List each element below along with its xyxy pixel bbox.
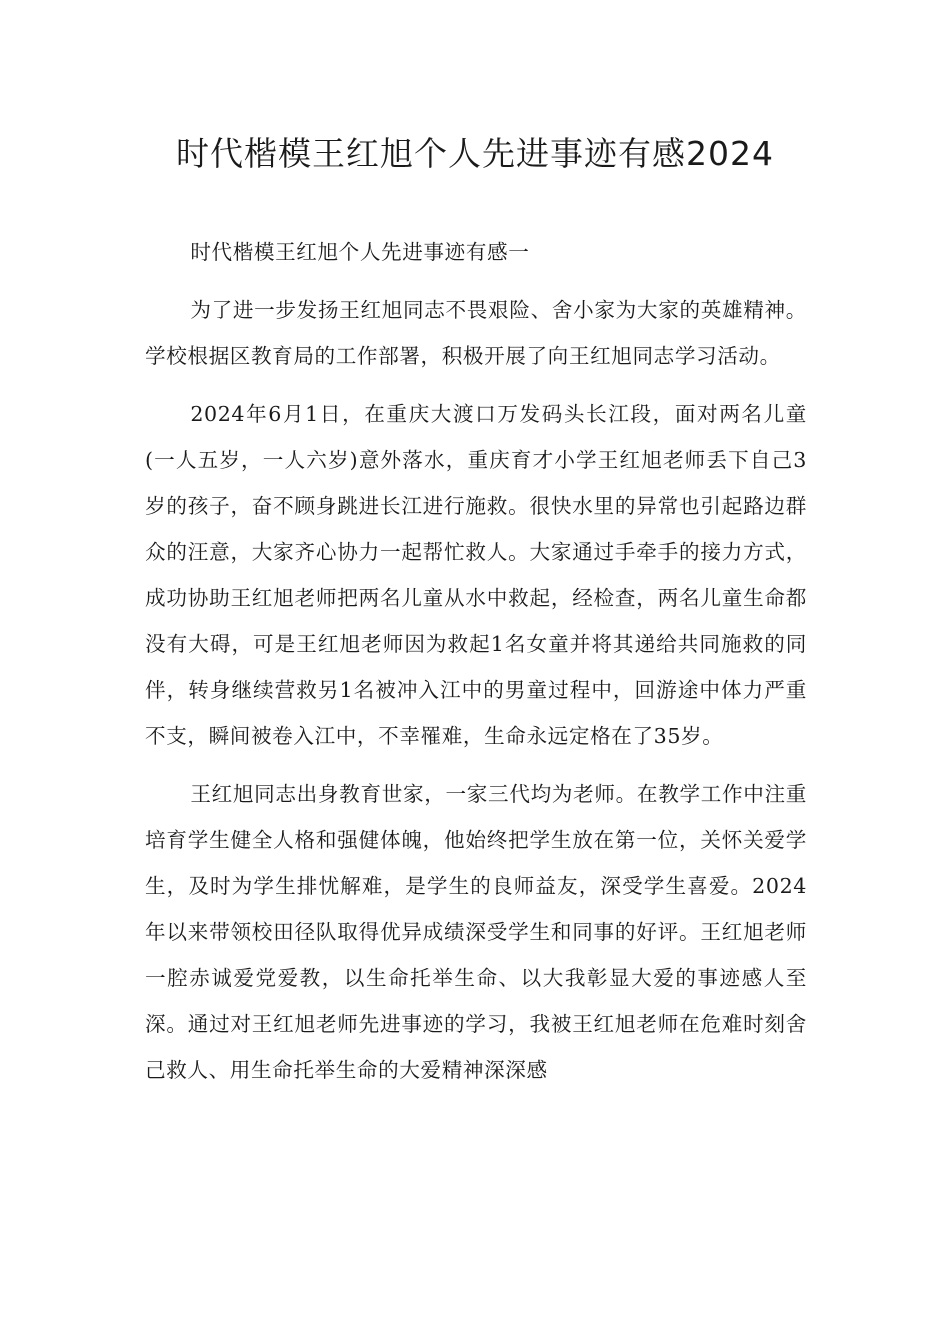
document-title: 时代楷模王红旭个人先进事迹有感2024 (176, 134, 774, 173)
section-heading: 时代楷模王红旭个人先进事迹有感一 (190, 240, 530, 264)
paragraph: 为了进一步发扬王红旭同志不畏艰险、舍小家为大家的英雄精神。学校根据区教育局的工作部署，积极开展了向王红旭同志学习活动。 (145, 298, 807, 368)
paragraph: 王红旭同志出身教育世家，一家三代均为老师。在教学工作中注重培育学生健全人格和强健体魄，他始终把学生放在第一位，关怀关爱学生，及时为学生排忧解难，是学生的良师益友，深受学生喜爱。2024年以来带领校田径队取得优异成绩深受学生和同事的好评。王红旭老师一腔赤诚爱党爱教，以生命托举生命、以大我彰显大爱的事迹感人至深。通过对王红旭老师先进事迹的学习，我被王红旭老师在危难时刻舍己救人、用生命托举生命的大爱精神深深感 (145, 782, 807, 1082)
paragraph: 2024年6月1日，在重庆大渡口万发码头长江段，面对两名儿童(一人五岁，一人六岁)意外落水，重庆育才小学王红旭老师丢下自己3岁的孩子，奋不顾身跳进长江进行施救。很快水里的异常也引起路边群众的汪意，大家齐心协力一起帮忙救人。大家通过手牵手的接力方式，成功协助王红旭老师把两名儿童从水中救起，经检查，两名儿童生命都没有大碍，可是王红旭老师因为救起1名女童并将其递给共同施救的同伴，转身继续营救另1名被冲入江中的男童过程中，回游途中体力严重不支，瞬间被卷入江中，不幸罹难，生命永远定格在了35岁。 (145, 402, 807, 748)
document-body (145, 229, 807, 1105)
